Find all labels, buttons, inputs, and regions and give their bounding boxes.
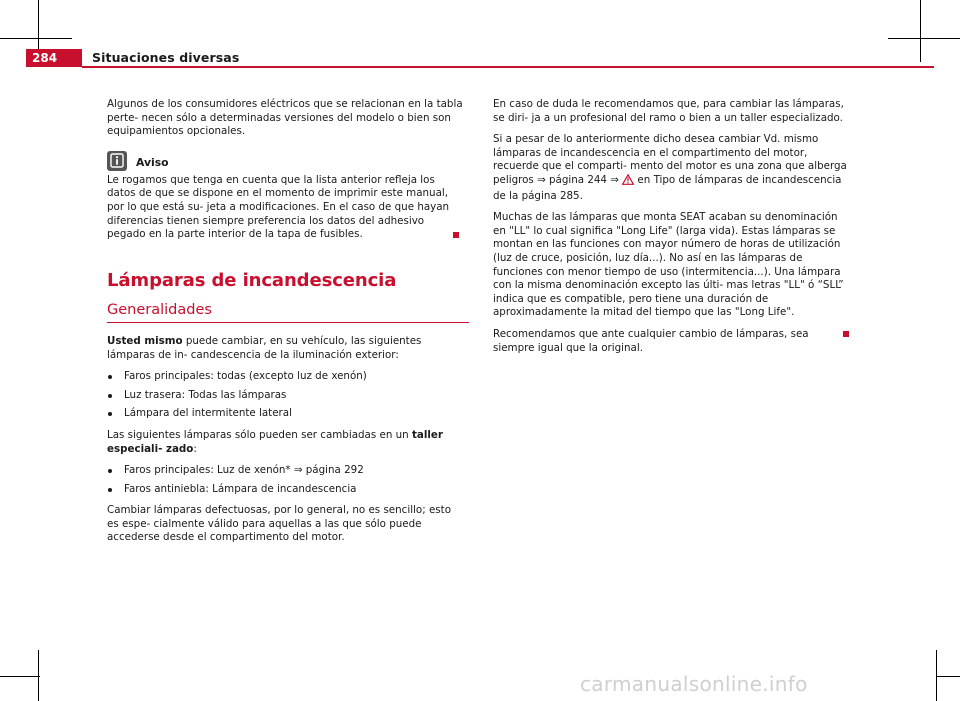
paragraph-long-life: Muchas de las lámparas que monta SEAT acaban su denominación en "LL" lo cual significa "Long Life" (larga vida). Estas lámparas se montan en las funciones con mayor número de horas de utilización (luz de cruce, posición, luz día...). No así en las lámparas de funciones con menor tiempo de uso (intermitencia...). Una lámpara con la misma denominación excepto las últi- mas letras "LL" ó “SLL” indica que es compatible, pero tiene una duración de aproximadamente la mitad del tiempo que las "Long Life". xyxy=(493,211,844,319)
notice-title: Aviso xyxy=(136,156,169,170)
workshop-list xyxy=(107,464,463,496)
section-subheading: Generalidades xyxy=(107,302,212,319)
own-replacement-list xyxy=(107,370,463,421)
watermark: carmanualsonline.info xyxy=(580,672,808,696)
left-column xyxy=(107,98,463,553)
paragraph-text: Las siguientes lámparas sólo pueden ser cambiadas en un xyxy=(107,428,412,441)
list-item: Luz trasera: Todas las lámparas xyxy=(107,389,463,403)
list-item: Lámpara del intermitente lateral xyxy=(107,407,463,421)
page-number: 284 xyxy=(26,49,82,67)
paragraph-professional: En caso de duda le recomendamos que, para cambiar las lámparas, se diri- ja a un profesional del ramo o bien a un taller especializado. xyxy=(493,98,844,124)
warning-triangle-icon xyxy=(622,174,634,190)
paragraph-text: : xyxy=(193,442,197,455)
notice-text: Le rogamos que tenga en cuenta que la lista anterior refleja los datos de que se dispone en el momento de imprimir este manual, por lo que está su- jeta a modificaciones. En el caso de que hayan diferencias tienen siempre preferencia los datos del adhesivo pegado en la parte interior de la tapa de fusibles. xyxy=(107,173,450,241)
bold-phrase: Usted mismo xyxy=(107,334,183,347)
paragraph-recommendation: Recomendamos que ante cualquier cambio de lámparas, sea siempre igual que la original. xyxy=(493,327,809,354)
paragraph-own-replacement xyxy=(107,335,463,362)
list-item: Faros principales: todas (excepto luz de xenón) xyxy=(107,370,463,384)
bold-phrase: taller especiali- zado xyxy=(107,428,443,455)
info-notice-icon xyxy=(107,151,127,171)
end-of-section-marker xyxy=(453,232,459,238)
chapter-heading: Lámparas de incandescencia xyxy=(107,269,397,291)
paragraph-difficulty: Cambiar lámparas defectuosas, por lo general, no es sencillo; esto es espe- cialmente válido para aquellas a las que sólo puede accederse desde el compartimento del motor. xyxy=(107,504,451,544)
header-rule xyxy=(82,66,934,68)
intro-paragraph: Algunos de los consumidores eléctricos que se relacionan en la tabla perte- necen sólo a determinadas versiones del modelo o bien son equipamientos opcionales. xyxy=(107,98,463,138)
paragraph-text: en Tipo de lámparas de incandescencia de la página 285. xyxy=(493,173,842,202)
notice-header xyxy=(107,151,463,171)
paragraph-workshop xyxy=(107,429,463,456)
right-column xyxy=(493,98,853,363)
end-of-section-marker xyxy=(843,331,849,337)
section-title: Situaciones diversas xyxy=(92,50,240,65)
paragraph-text: Si a pesar de lo anteriormente dicho desea cambiar Vd. mismo lámparas de incandescencia en el compartimento del motor, recuerde que el comparti- mento del motor es una zona que alberga peligros ⇒ página 244 ⇒ xyxy=(493,133,847,186)
list-item: Faros antiniebla: Lámpara de incandescencia xyxy=(107,483,463,497)
paragraph-engine-warning xyxy=(493,133,853,203)
list-item: Faros principales: Luz de xenón* ⇒ página 292 xyxy=(107,464,463,478)
subheading-rule xyxy=(107,322,469,323)
paragraph-text: puede cambiar, en su vehículo, las siguientes lámparas de in- candescencia de la iluminación exterior: xyxy=(107,334,422,361)
